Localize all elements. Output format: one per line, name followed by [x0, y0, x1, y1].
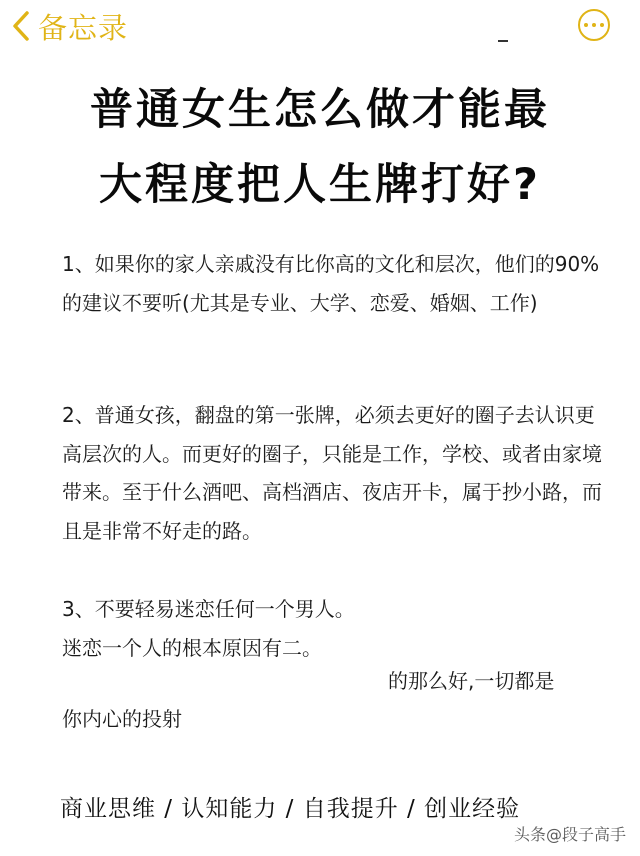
chevron-left-icon — [10, 10, 32, 42]
note-paragraph-1: 1、如果你的家人亲戚没有比你高的文化和层次，他们的90%的建议不要听(尤其是专业、大学、恋爱、婚姻、工作) — [62, 252, 600, 315]
more-button[interactable] — [578, 9, 610, 41]
note-paragraph-4: 的那么好,一切都是 — [388, 669, 555, 693]
note-title-line-1: 普通女生怎么做才能最 — [90, 85, 550, 135]
back-button[interactable] — [10, 8, 128, 44]
tags-line: 商业思维 / 认知能力 / 自我提升 / 创业经验 — [60, 796, 521, 822]
note-title-line-2: 大程度把人生牌打好? — [99, 160, 541, 210]
watermark: 头条@段子高手 — [513, 825, 626, 844]
more-icon — [584, 23, 588, 27]
note-paragraph-3: 3、不要轻易迷恋任何一个男人。 迷恋一个人的根本原因有二。 — [62, 597, 355, 660]
top-bar — [0, 0, 640, 56]
note-paragraph-2: 2、普通女孩，翻盘的第一张牌，必须去更好的圈子去认识更高层次的人。而更好的圈子，只能是工作，学校、或者由家境带来。至于什么酒吧、高档酒店、夜店开卡，属于抄小路，而且是非常不好走的路。 — [62, 403, 602, 543]
note-paragraph-5: 你内心的投射 — [62, 707, 182, 731]
back-label: 备忘录 — [38, 10, 129, 45]
divider — [498, 40, 508, 42]
